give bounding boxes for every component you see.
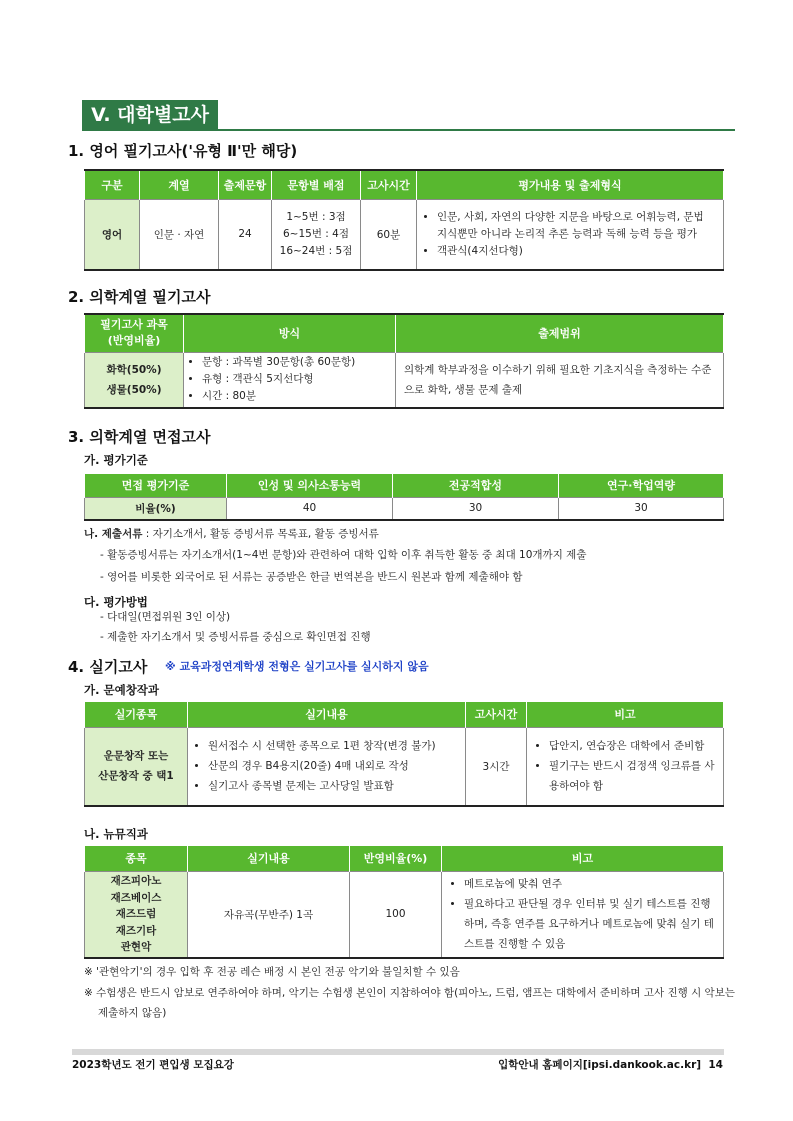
header-cell: 전공적합성 <box>393 474 559 497</box>
medical-written-table <box>84 313 724 409</box>
item-line: 관현악 <box>120 941 152 953</box>
time-cell: 3시간 <box>466 727 527 806</box>
footnote: ※ 수험생은 반드시 암보로 연주하여야 하며, 악기는 수험생 본인이 지참하여야 함(피아노, 드럼, 앰프는 대학에서 준비하며 고사 진행 시 악보는 제출하지 않음) <box>84 987 735 1019</box>
s3-da-label: 다. 평가방법 <box>84 595 148 609</box>
subject-cell: 영어 <box>85 199 140 270</box>
header-cell: 구분 <box>85 170 140 199</box>
header-cell: 고사시간 <box>361 170 417 199</box>
content-cell: 자유곡(무반주) 1곡 <box>188 871 350 958</box>
s4-heading: 4. 실기고사 <box>68 658 148 676</box>
method-item: • 문항 : 과목별 30문항(총 60문항) <box>202 354 391 371</box>
creative-writing-table <box>84 702 724 807</box>
s3-na <box>84 524 379 544</box>
footnote: ※ '관현악기'의 경우 입학 후 전공 레슨 배정 시 본인 전공 악기와 불일치할 수 있음 <box>84 966 460 978</box>
ratio-value: 30 <box>559 497 724 520</box>
section-title: V. 대학별고사 <box>82 100 218 131</box>
s3-na-item: - 활동증빙서류는 자기소개서(1~4번 문항)와 관련하여 대학 입학 이후 취득한 활동 중 최대 10개까지 제출 <box>100 549 587 561</box>
footer-right <box>498 1057 723 1072</box>
s1-heading: 1. 영어 필기고사('유형 Ⅱ'만 해당) <box>68 142 298 160</box>
header-cell: 고사시간 <box>466 702 527 727</box>
header-cell: 출제문항 <box>219 170 272 199</box>
field-cell: 인문 · 자연 <box>140 199 219 270</box>
s3-heading: 3. 의학계열 면접고사 <box>68 428 211 446</box>
interview-criteria-table <box>84 474 724 521</box>
header-cell: 반영비율(%) <box>350 846 442 871</box>
s3-na-label: 나. 제출서류 <box>84 528 143 540</box>
header-cell: 계열 <box>140 170 219 199</box>
header-cell: 방식 <box>184 314 396 352</box>
header-cell: 평가내용 및 출제형식 <box>417 170 724 199</box>
s4-na-label: 나. 뉴뮤직과 <box>84 827 148 841</box>
content-cell <box>188 727 466 806</box>
content-item: • 객관식(4지선다형) <box>437 243 715 260</box>
note-cell <box>527 727 724 806</box>
content-cell <box>417 199 724 270</box>
method-cell <box>184 352 396 408</box>
time-cell: 60분 <box>361 199 417 270</box>
ratio-value: 40 <box>227 497 393 520</box>
item-line: 운문창작 또는 <box>103 750 169 763</box>
note-cell <box>442 871 724 958</box>
new-music-table <box>84 846 724 959</box>
footer-left: 2023학년도 전기 편입생 모집요강 <box>72 1059 234 1071</box>
header-cell: 인성 및 의사소통능력 <box>227 474 393 497</box>
header-cell: 필기고사 과목 (반영비율) <box>85 314 184 352</box>
header-cell: 연구·학업역량 <box>559 474 724 497</box>
points-line: 6~15번 : 4점 <box>282 227 350 240</box>
item-line: 재즈드럼 <box>115 908 157 920</box>
note-item: • 답안지, 연습장은 대학에서 준비함 <box>549 736 715 756</box>
note-item: • 필요하다고 판단될 경우 인터뷰 및 실기 테스트를 진행하며, 즉흥 연주를 요구하거나 메트로놈에 맞춰 실기 테스트를 진행할 수 있음 <box>464 894 715 954</box>
scope-cell: 의학계 학부과정을 이수하기 위해 필요한 기초지식을 측정하는 수준으로 화학, 생물 문제 출제 <box>396 352 724 408</box>
footer-bar <box>72 1049 724 1055</box>
ratio-cell: 100 <box>350 871 442 958</box>
points-cell <box>272 199 361 270</box>
ratio-value: 30 <box>393 497 559 520</box>
header-cell: 면접 평가기준 <box>85 474 227 497</box>
header-cell: 비고 <box>527 702 724 727</box>
note-item: • 필기구는 반드시 검정색 잉크류를 사용하여야 함 <box>549 756 715 796</box>
s3-da-item: - 다대일(면접위원 3인 이상) <box>100 611 231 623</box>
subject-line: 생물(50%) <box>106 383 162 396</box>
note-item: • 메트로놈에 맞춰 연주 <box>464 874 715 894</box>
english-exam-table <box>84 169 724 271</box>
header-cell: 실기내용 <box>188 846 350 871</box>
header-cell: 출제범위 <box>396 314 724 352</box>
s3-na-item: - 영어를 비롯한 외국어로 된 서류는 공증받은 한글 번역본을 반드시 원본과 함께 제출해야 함 <box>100 571 523 583</box>
points-line: 1~5번 : 3점 <box>286 210 346 223</box>
method-item: • 시간 : 80분 <box>202 388 391 405</box>
header-cell: 문항별 배점 <box>272 170 361 199</box>
items-cell <box>85 871 188 958</box>
s4-note: ※ 교육과정연계학생 전형은 실기고사를 실시하지 않음 <box>165 660 429 673</box>
content-item: • 인문, 사회, 자연의 다양한 지문을 바탕으로 어휘능력, 문법 지식뿐만 아니라 논리적 추론 능력과 독해 능력 등을 평가 <box>437 209 715 243</box>
subjects-cell <box>85 352 184 408</box>
points-line: 16~24번 : 5점 <box>279 244 353 257</box>
s3-da-item: - 제출한 자기소개서 및 증빙서류를 중심으로 확인면접 진행 <box>100 631 371 643</box>
content-item: • 원서접수 시 선택한 종목으로 1편 창작(변경 불가) <box>208 736 459 756</box>
s4-ga-label: 가. 문예창작과 <box>84 683 160 697</box>
item-cell <box>85 727 188 806</box>
header-cell: 비고 <box>442 846 724 871</box>
item-line: 재즈기타 <box>115 924 157 937</box>
item-line: 재즈피아노 <box>110 875 162 887</box>
s3-ga-label: 가. 평가기준 <box>84 453 148 467</box>
s3-na-text: : 자기소개서, 활동 증빙서류 목록표, 활동 증빙서류 <box>142 528 379 540</box>
s2-heading: 2. 의학계열 필기고사 <box>68 288 211 306</box>
item-line: 재즈베이스 <box>110 891 162 904</box>
method-item: • 유형 : 객관식 5지선다형 <box>202 371 391 388</box>
count-cell: 24 <box>219 199 272 270</box>
page-number: 14 <box>708 1059 723 1071</box>
header-cell: 실기내용 <box>188 702 466 727</box>
item-line: 산문창작 중 택1 <box>98 770 174 783</box>
header-cell: 종목 <box>85 846 188 871</box>
footer-homepage: 입학안내 홈페이지[ipsi.dankook.ac.kr] <box>498 1059 702 1071</box>
content-item: • 산문의 경우 B4용지(20줄) 4매 내외로 작성 <box>208 756 459 776</box>
content-item: • 실기고사 종목별 문제는 고사당일 발표함 <box>208 776 459 796</box>
header-cell: 실기종목 <box>85 702 188 727</box>
subject-line: 화학(50%) <box>106 363 162 376</box>
ratio-label: 비율(%) <box>85 497 227 520</box>
section-divider <box>218 129 735 131</box>
